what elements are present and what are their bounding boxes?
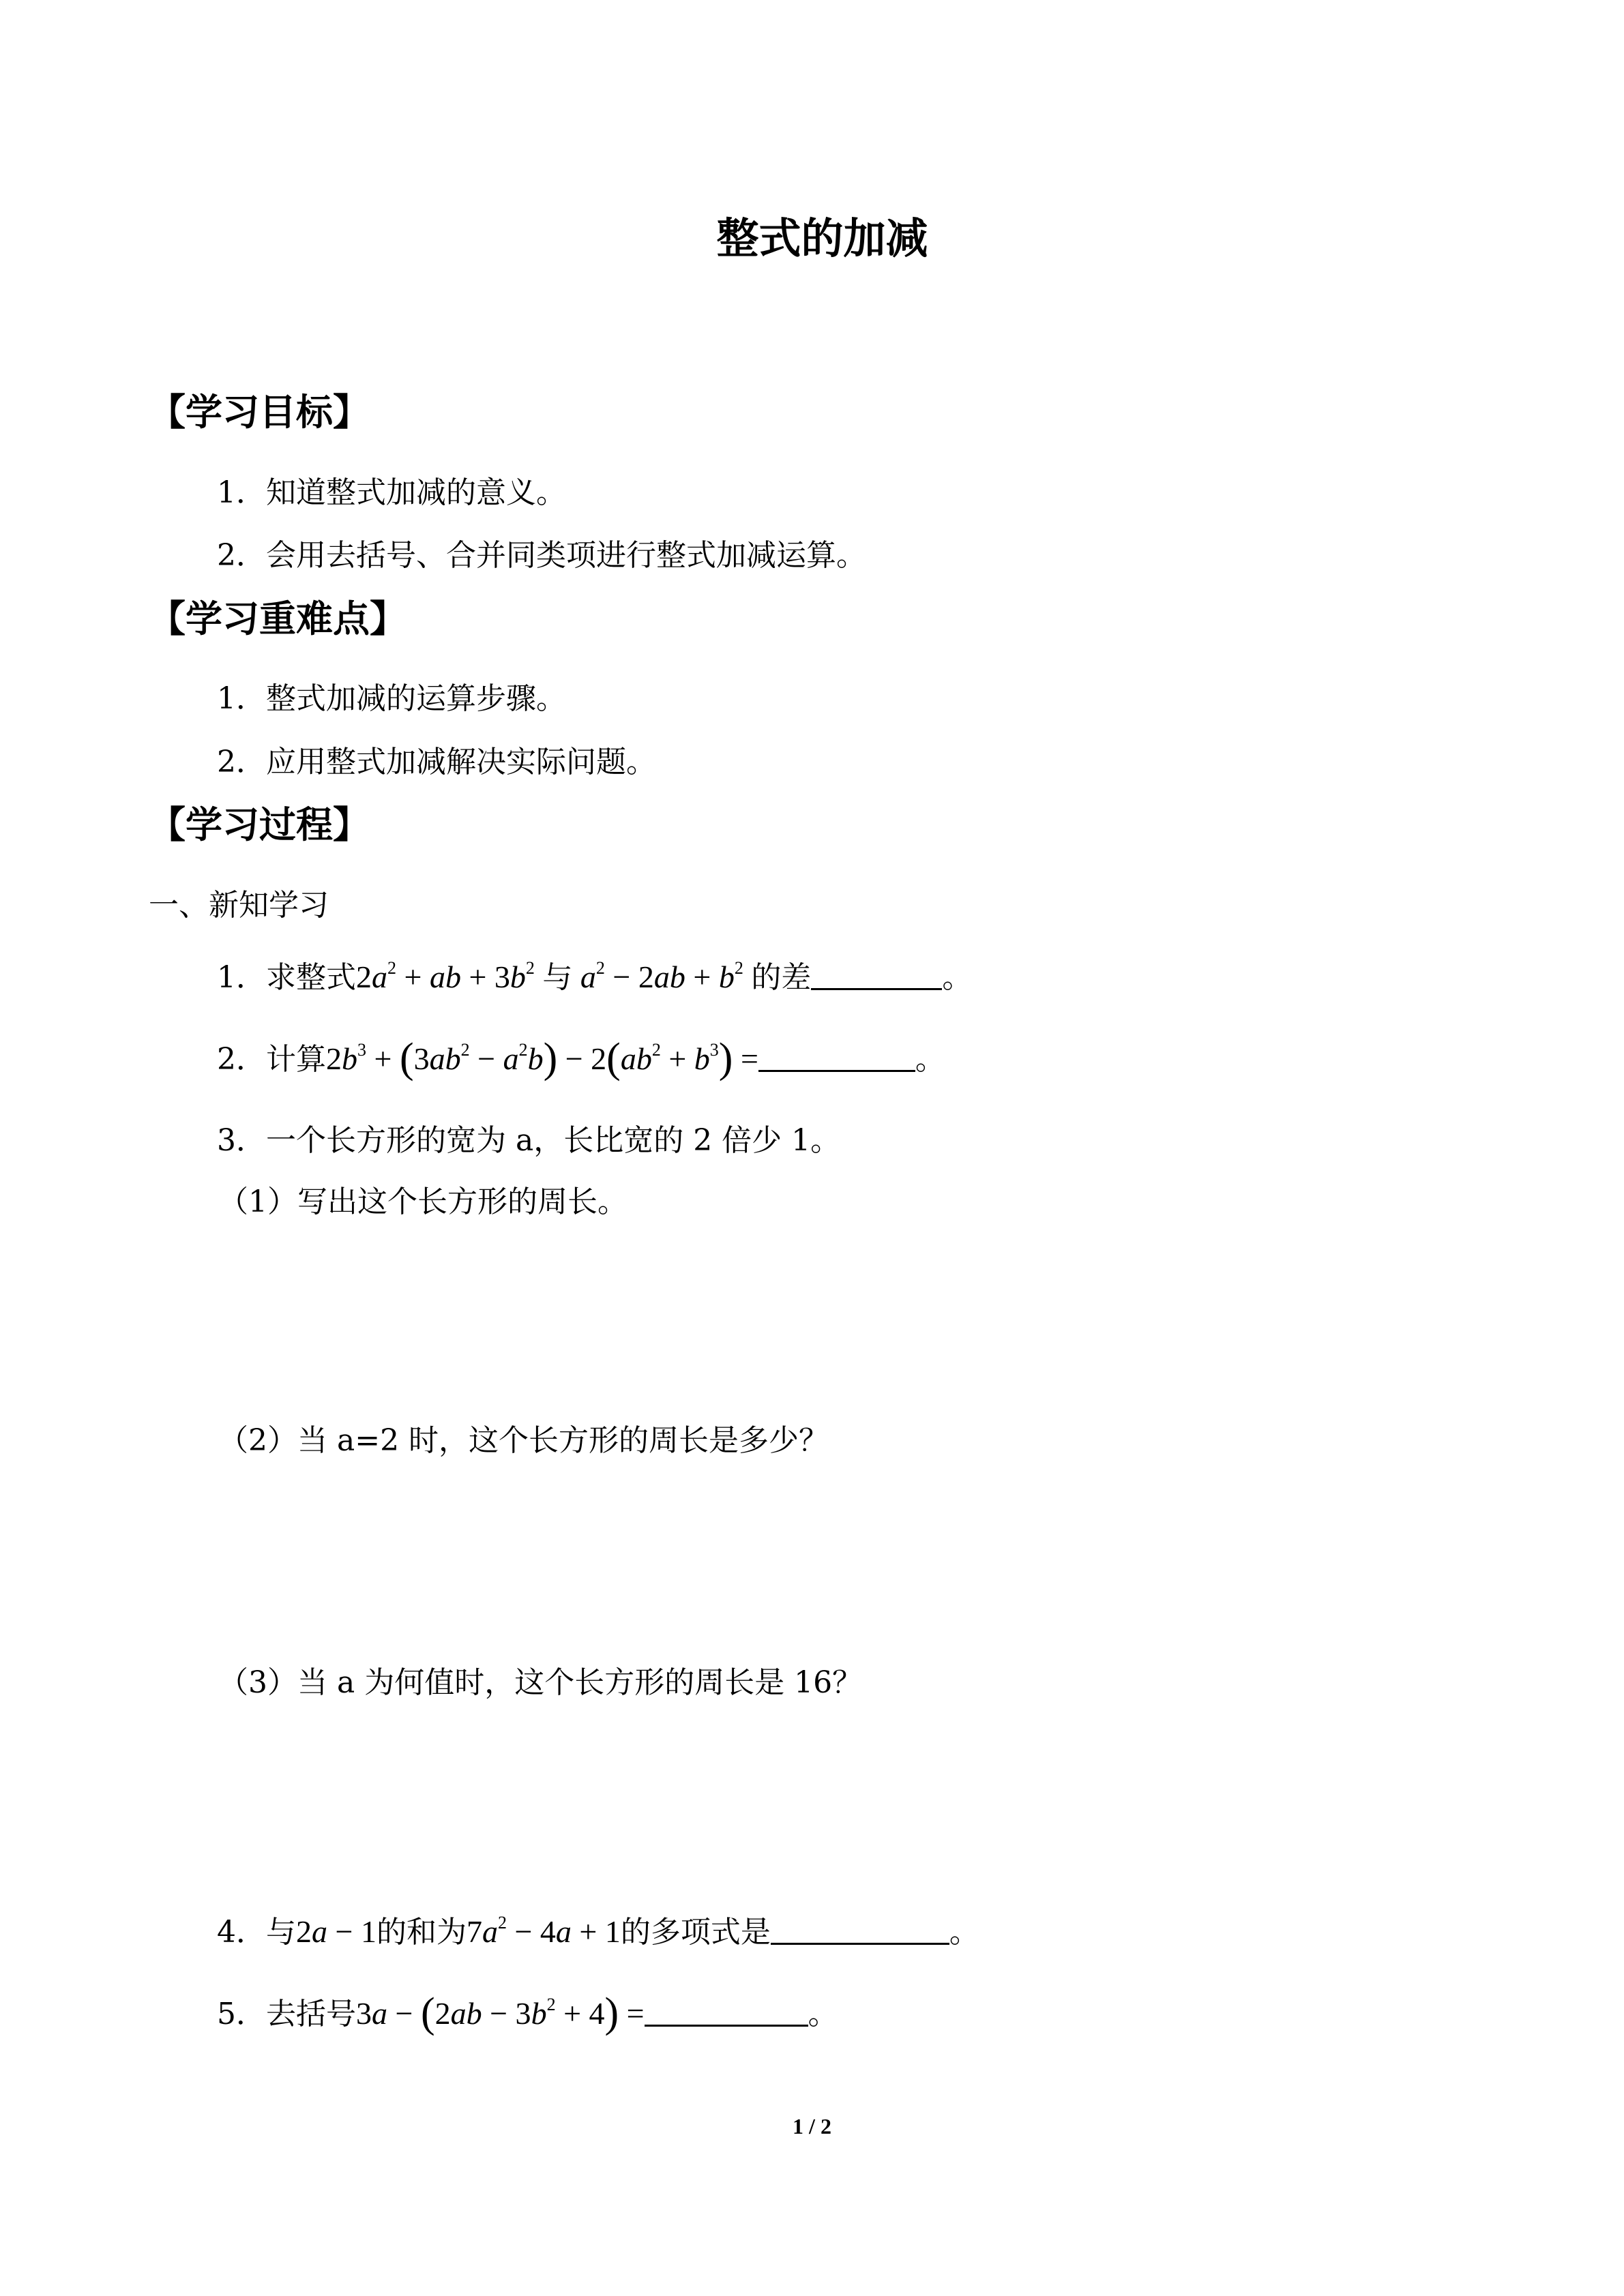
q1-expression-a: $2a^2$ + ab + $3b^2$ <box>356 958 535 994</box>
q1-end: 。 <box>942 960 973 995</box>
page-number: 1 / 2 <box>793 2114 831 2138</box>
question-2 <box>217 1037 945 1082</box>
q2-end: 。 <box>915 1042 945 1077</box>
q5-expression: $3a - (2ab - 3b^2 + 4)$ = <box>356 1990 645 2036</box>
key-point-item-2: 2．应用整式加减解决实际问题。 <box>217 745 656 779</box>
key-points-heading: 【学习重难点】 <box>149 597 407 640</box>
question-5 <box>217 1991 838 2037</box>
q2-answer-blank <box>758 1043 915 1072</box>
q2-expression: $2b^3 + (3ab^2 - a^2b) - 2(ab^2 + b^3)$ = <box>326 1035 758 1082</box>
q2-prefix: 2．计算 <box>217 1042 326 1077</box>
q4-expression-b: $7a^2 - 4a + 1$ <box>466 1913 621 1949</box>
question-3-sub-3: （3）当 a 为何值时，这个长方形的周长是 16？ <box>218 1665 863 1700</box>
part-one-label: 一、新知学习 <box>149 888 329 923</box>
question-4 <box>217 1909 979 1955</box>
question-3-sub-2: （2）当 a=2 时，这个长方形的周长是多少？ <box>218 1423 829 1458</box>
q4-expression-a: 2a − 1 <box>296 1914 377 1949</box>
question-3-sub-1: （1）写出这个长方形的周长。 <box>218 1184 628 1219</box>
page-title: 整式的加减 <box>716 213 928 263</box>
q4-end: 。 <box>949 1915 979 1950</box>
goal-item-1: 1．知道整式加减的意义。 <box>217 475 566 510</box>
question-3-stem: 3．一个长方形的宽为 a，长比宽的 2 倍少 1。 <box>217 1123 841 1158</box>
q4-middle: 的和为 <box>376 1915 467 1950</box>
q1-suffix: 的差 <box>751 960 812 995</box>
q5-end: 。 <box>808 1997 838 2031</box>
q5-prefix: 5．去括号 <box>217 1997 356 2031</box>
q4-answer-blank <box>771 1915 949 1945</box>
goals-heading: 【学习目标】 <box>149 391 370 434</box>
q1-middle: 与 <box>542 960 573 995</box>
q4-suffix: 的多项式是 <box>620 1915 771 1950</box>
process-heading: 【学习过程】 <box>149 803 370 846</box>
q1-answer-blank <box>811 961 942 990</box>
q1-expression-b: $a^2 - 2ab + b^2$ <box>580 958 743 994</box>
q1-prefix: 1．求整式 <box>217 960 356 995</box>
key-point-item-1: 1．整式加减的运算步骤。 <box>217 681 566 716</box>
q4-prefix: 4．与 <box>217 1915 296 1950</box>
goal-item-2: 2．会用去括号、合并同类项进行整式加减运算。 <box>217 538 866 573</box>
question-1 <box>217 955 972 1000</box>
q5-answer-blank <box>645 1997 808 2027</box>
